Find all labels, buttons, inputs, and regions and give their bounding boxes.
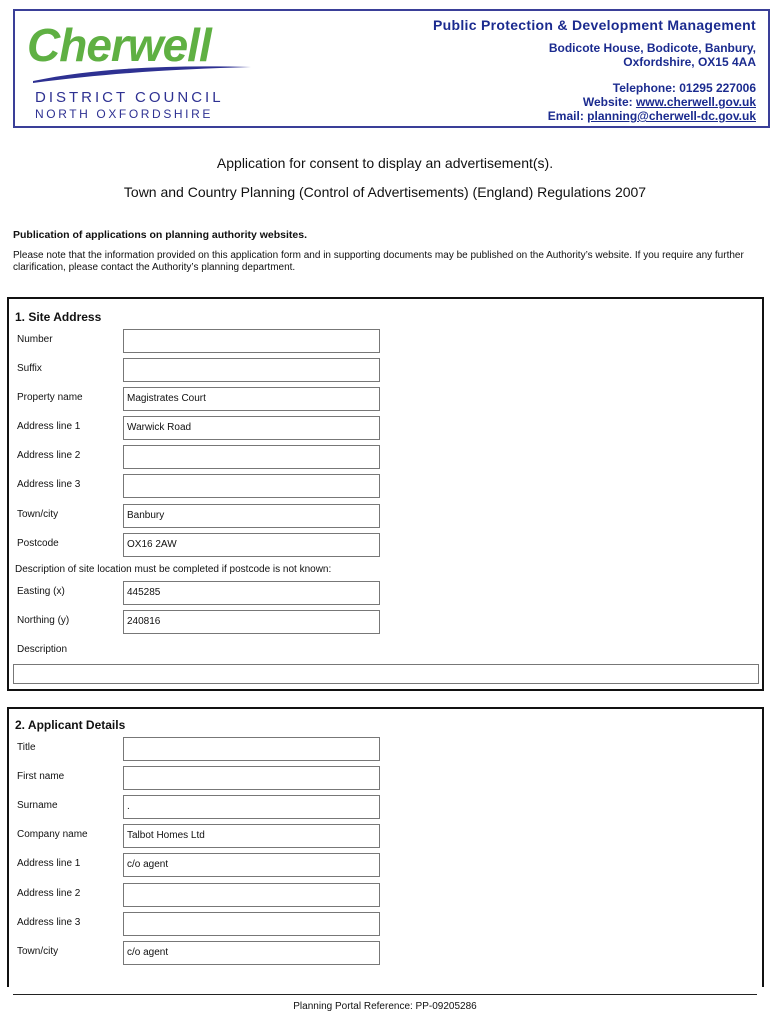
field-label: Northing (y) (17, 615, 70, 626)
logo-north-oxfordshire: NORTH OXFORDSHIRE (35, 107, 213, 121)
telephone: Telephone: 01295 227006 (612, 81, 756, 95)
field-label: Title (17, 742, 36, 753)
company-name-field[interactable]: Talbot Homes Ltd (123, 824, 380, 848)
email-link[interactable]: planning@cherwell-dc.gov.uk (587, 109, 756, 123)
address-line-1-field[interactable]: Warwick Road (123, 416, 380, 440)
location-note: Description of site location must be completed if postcode is not known: (15, 564, 332, 575)
website-row (583, 95, 756, 109)
field-label: Address line 1 (17, 858, 81, 869)
title-field[interactable] (123, 737, 380, 761)
description-field[interactable] (13, 664, 759, 684)
portal-reference: Planning Portal Reference: PP-09205286 (293, 1001, 477, 1012)
applicant-address-line-1-field[interactable]: c/o agent (123, 853, 380, 877)
applicant-town-city-field[interactable]: c/o agent (123, 941, 380, 965)
address-line-1: Bodicote House, Bodicote, Banbury, (548, 41, 756, 55)
field-label: Town/city (17, 509, 59, 520)
field-label: Surname (17, 800, 58, 811)
publication-text: Please note that the information provided on this application form and in supporting documents may be published on the Authority’s website. If you require any further clarification, please contact the Authority’s planning department. (13, 250, 744, 273)
field-label: Address line 2 (17, 888, 81, 899)
field-label: Company name (17, 829, 88, 840)
first-name-field[interactable] (123, 766, 380, 790)
field-label: Address line 3 (17, 479, 81, 490)
field-label: Easting (x) (17, 586, 65, 597)
field-label: Description (17, 644, 68, 655)
website-label: Website: (582, 95, 636, 109)
field-label: First name (17, 771, 65, 782)
form-regulation: Town and Country Planning (Control of Advertisements) (England) Regulations 2007 (123, 184, 647, 200)
surname-field[interactable]: . (123, 795, 380, 819)
easting-field[interactable]: 445285 (123, 581, 380, 605)
department-name: Public Protection & Development Management (433, 17, 756, 33)
logo-swoosh-icon (29, 63, 254, 85)
site-address-title: 1. Site Address (15, 310, 102, 324)
footer-divider (13, 994, 757, 995)
council-logo-wordmark: Cherwell (27, 19, 211, 71)
header-banner (13, 9, 770, 128)
field-label: Property name (17, 392, 83, 403)
form-title: Application for consent to display an advertisement(s). (216, 155, 554, 171)
town-city-field[interactable]: Banbury (123, 504, 380, 528)
suffix-field[interactable] (123, 358, 380, 382)
logo-district-council: DISTRICT COUNCIL (35, 89, 224, 106)
applicant-address-line-3-field[interactable] (123, 912, 380, 936)
email-row (548, 109, 756, 123)
field-label: Address line 3 (17, 917, 81, 928)
field-label: Town/city (17, 946, 59, 957)
field-label: Address line 2 (17, 450, 81, 461)
website-link[interactable]: www.cherwell.gov.uk (635, 95, 756, 109)
property-name-field[interactable]: Magistrates Court (123, 387, 380, 411)
postcode-field[interactable]: OX16 2AW (123, 533, 380, 557)
address-line-2-field[interactable] (123, 445, 380, 469)
email-label: Email: (547, 109, 588, 123)
address-line-2: Oxfordshire, OX15 4AA (623, 55, 756, 69)
applicant-details-section (7, 707, 764, 987)
field-label: Number (17, 334, 53, 345)
site-address-section (7, 297, 764, 691)
publication-heading: Publication of applications on planning authority websites. (13, 229, 308, 241)
northing-field[interactable]: 240816 (123, 610, 380, 634)
field-label: Address line 1 (17, 421, 81, 432)
applicant-address-line-2-field[interactable] (123, 883, 380, 907)
field-label: Postcode (17, 538, 59, 549)
field-label: Suffix (17, 363, 42, 374)
address-line-3-field[interactable] (123, 474, 380, 498)
applicant-details-title: 2. Applicant Details (15, 718, 126, 732)
number-field[interactable] (123, 329, 380, 353)
